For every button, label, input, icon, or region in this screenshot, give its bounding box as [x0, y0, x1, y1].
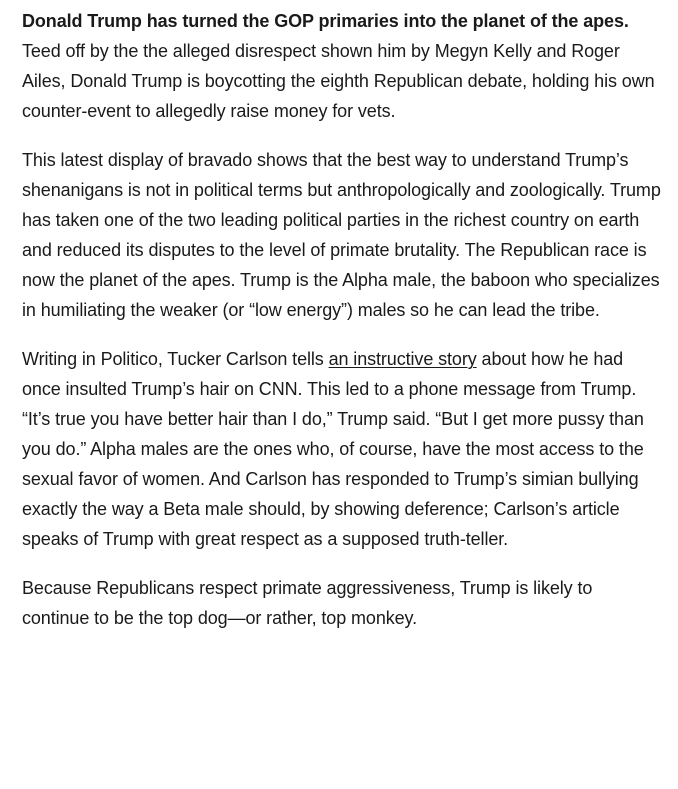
paragraph-4 [22, 573, 662, 633]
paragraph-3 [22, 344, 662, 554]
paragraph-2 [22, 145, 662, 325]
lead-sentence: Donald Trump has turned the GOP primaries into the planet of the apes. [22, 11, 629, 31]
paragraph-4-text: Because Republicans respect primate aggressiveness, Trump is likely to continue to be the top dog—or rather, top monkey. [22, 578, 593, 628]
paragraph-1-text: Teed off by the the alleged disrespect shown him by Megyn Kelly and Roger Ailes, Donald Trump is boycotting the eighth Republican debate, holding his own counter-event to allegedly raise money for vets. [22, 41, 655, 121]
paragraph-3-after-link: about how he had once insulted Trump’s hair on CNN. This led to a phone message from Trump. “It’s true you have better hair than I do,” Trump said. “But I get more pussy than you do.” Alpha males are the ones who, of course, have the most access to the sexual favor of women. And Carlson has responded to Trump’s simian bullying exactly the way a Beta male should, by showing deference; Carlson’s article speaks of Trump with great respect as a supposed truth-teller. [22, 349, 644, 549]
article-body [22, 6, 662, 652]
instructive-story-link[interactable]: an instructive story [328, 349, 477, 369]
paragraph-2-text: This latest display of bravado shows that the best way to understand Trump’s shenanigans is not in political terms but anthropologically and zoologically. Trump has taken one of the two leading political parties in the richest country on earth and reduced its disputes to the level of primate brutality. The Republican race is now the planet of the apes. Trump is the Alpha male, the baboon who specializes in humiliating the weaker (or “low energy”) males so he can lead the tribe. [22, 150, 661, 320]
paragraph-3-before-link: Writing in Politico, Tucker Carlson tells [22, 349, 324, 369]
paragraph-1 [22, 6, 662, 126]
